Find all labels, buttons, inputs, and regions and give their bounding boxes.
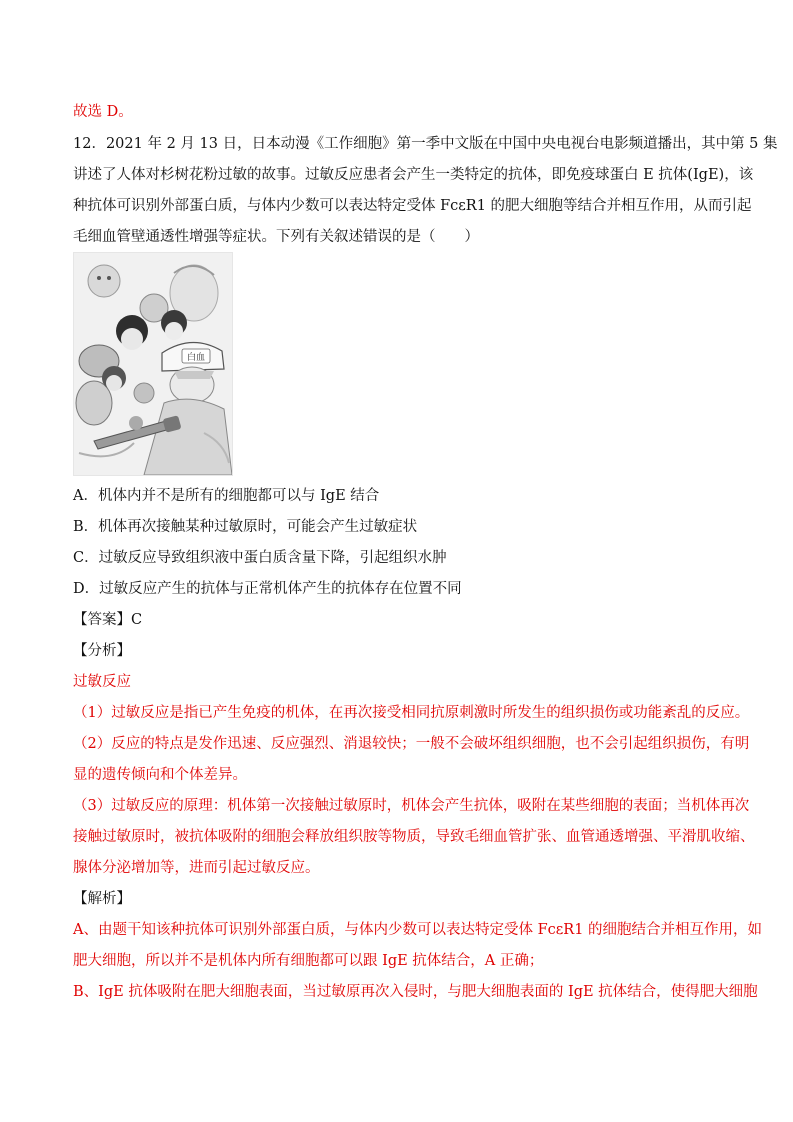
analysis-line-2: （2）反应的特点是发作迅速、反应强烈、消退较快；一般不会破坏组织细胞，也不会引起组织损伤，有明 <box>73 736 750 752</box>
question-line-3: 种抗体可识别外部蛋白质，与体内少数可以表达特定受体 FcεR1 的肥大细胞等结合并相互作用，从而引起 <box>73 198 752 214</box>
question-line-2: 讲述了人体对杉树花粉过敏的故事。过敏反应患者会产生一类特定的抗体，即免疫球蛋白 E 抗体(IgE)，该 <box>73 167 754 183</box>
explanation-header: 【解析】 <box>73 891 131 907</box>
option-d: D．过敏反应产生的抗体与正常机体产生的抗体存在位置不同 <box>73 581 462 597</box>
option-c: C．过敏反应导致组织液中蛋白质含量下降，引起组织水肿 <box>73 550 447 566</box>
option-a: A．机体内并不是所有的细胞都可以与 IgE 结合 <box>73 488 380 504</box>
analysis-line-1: （1）过敏反应是指已产生免疫的机体，在再次接受相同抗原刺激时所发生的组织损伤或功能紊乱的反应。 <box>73 705 750 721</box>
analysis-topic: 过敏反应 <box>73 674 131 690</box>
analysis-line-4: （3）过敏反应的原理：机体第一次接触过敏原时，机体会产生抗体，吸附在某些细胞的表面；当机体再次 <box>73 798 750 814</box>
anime-illustration <box>73 252 233 476</box>
analysis-line-3: 显的遗传倾向和个体差异。 <box>73 767 247 783</box>
analysis-line-6: 腺体分泌增加等，进而引起过敏反应。 <box>73 860 320 876</box>
explanation-line-1: A、由题干知该种抗体可识别外部蛋白质，与体内少数可以表达特定受体 FcεR1 的细胞结合并相互作用，如 <box>73 922 763 938</box>
explanation-line-2: 肥大细胞，所以并不是机体内所有细胞都可以跟 IgE 抗体结合，A 正确； <box>73 953 544 969</box>
answer-line: 【答案】C <box>73 612 143 628</box>
explanation-line-3: B、IgE 抗体吸附在肥大细胞表面，当过敏原再次入侵时，与肥大细胞表面的 IgE 抗体结合，使得肥大细胞 <box>73 984 758 1000</box>
prev-answer-tail: 故选 D。 <box>73 104 133 120</box>
option-b: B．机体再次接触某种过敏原时，可能会产生过敏症状 <box>73 519 418 535</box>
analysis-line-5: 接触过敏原时，被抗体吸附的细胞会释放组织胺等物质，导致毛细血管扩张、血管通透增强、平滑肌收缩、 <box>73 829 755 845</box>
question-line-1: 12．2021 年 2 月 13 日，日本动漫《工作细胞》第一季中文版在中国中央电视台电影频道播出，其中第 5 集 <box>73 136 778 152</box>
hat-logo-text: 白血 <box>186 353 206 363</box>
analysis-header: 【分析】 <box>73 643 131 659</box>
question-line-4: 毛细血管壁通透性增强等症状。下列有关叙述错误的是（ ） <box>73 229 479 245</box>
